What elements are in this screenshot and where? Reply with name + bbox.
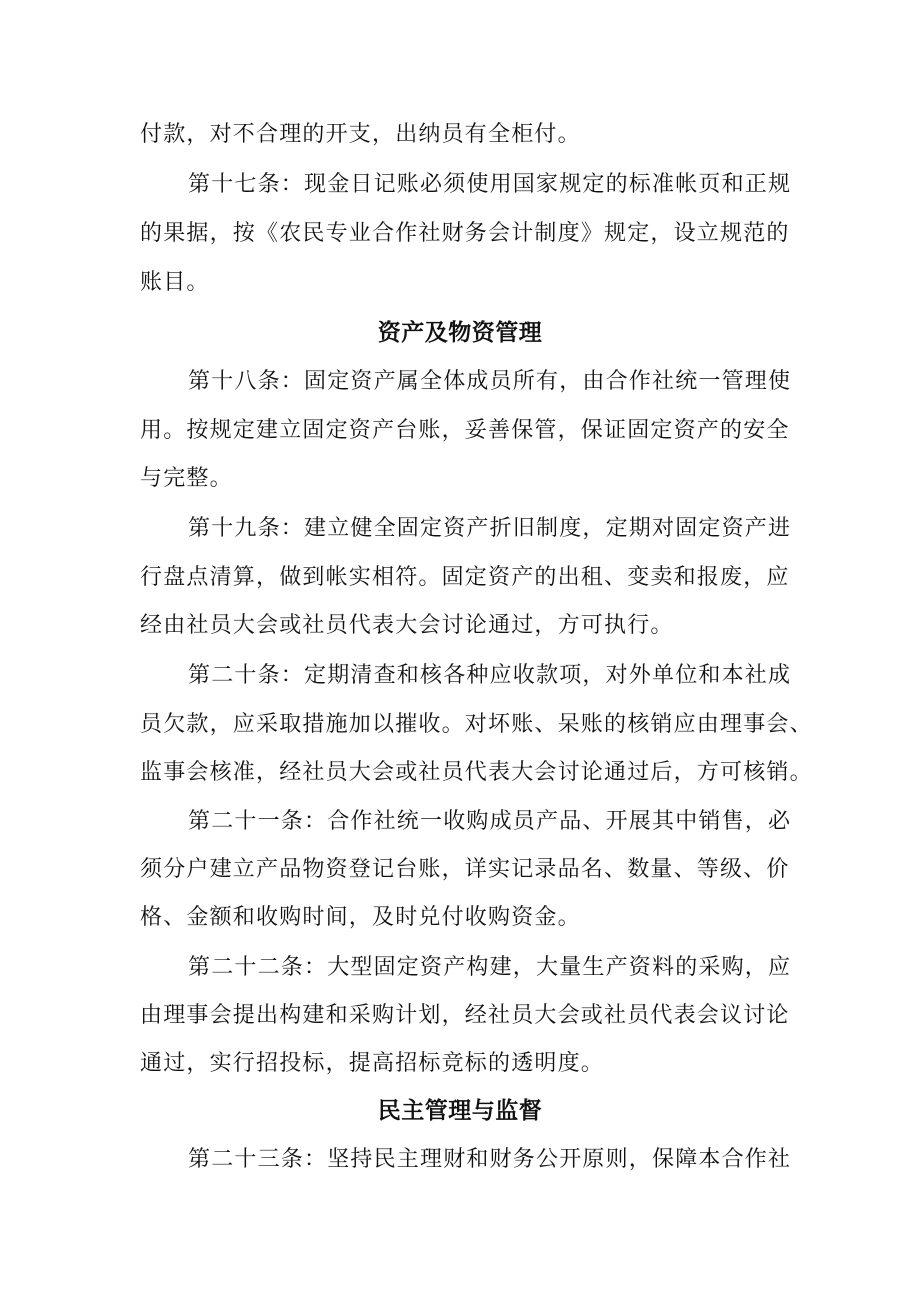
paragraph-line: 由理事会提出构建和采购计划，经社员大会或社员代表会议讨论 xyxy=(140,1003,790,1028)
paragraph-line: 付款，对不合理的开支，出纳员有全柜付。 xyxy=(140,122,581,147)
paragraph-line: 用。按规定建立固定资产台账，妥善保管，保证固定资产的安全 xyxy=(140,418,790,443)
article-21-first-line: 第二十一条：合作社统一收购成员产品、开展其中销售，必 xyxy=(188,809,792,834)
article-22-first-line: 第二十二条：大型固定资产构建，大量生产资料的采购，应 xyxy=(188,955,792,980)
article-18-first-line: 第十八条：固定资产属全体成员所有，由合作社统一管理使 xyxy=(188,369,792,394)
paragraph-line: 与完整。 xyxy=(140,466,233,491)
section-heading-assets: 资产及物资管理 xyxy=(377,320,543,346)
paragraph-line: 经由社员大会或社员代表大会讨论通过，方可执行。 xyxy=(140,613,674,638)
paragraph-line: 账目。 xyxy=(140,270,210,295)
article-23-first-line: 第二十三条：坚持民主理财和财务公开原则，保障本合作社 xyxy=(188,1147,792,1172)
paragraph-line: 格、金额和收购时间，及时兑付收购资金。 xyxy=(140,905,581,930)
paragraph-line: 的果据，按《农民专业合作社财务会计制度》规定，设立规范的 xyxy=(140,221,790,246)
article-17-first-line: 第十七条：现金日记账必须使用国家规定的标准帐页和正规 xyxy=(188,172,792,197)
paragraph-line: 行盘点清算，做到帐实相符。固定资产的出租、变卖和报废，应 xyxy=(140,565,790,590)
section-heading-democratic-management: 民主管理与监督 xyxy=(377,1098,543,1124)
paragraph-line: 员欠款，应采取措施加以摧收。对坏账、呆账的核销应由理事会、 xyxy=(140,712,813,737)
article-20-first-line: 第二十条：定期清查和核各种应收款项，对外单位和本社成 xyxy=(188,663,792,688)
article-19-first-line: 第十九条：建立健全固定资产折旧制度，定期对固定资产进 xyxy=(188,516,792,541)
paragraph-line: 须分户建立产品物资登记台账，详实记录品名、数量、等级、价 xyxy=(140,857,790,882)
paragraph-line: 监事会核准，经社员大会或社员代表大会讨论通过后，方可核销。 xyxy=(140,760,813,785)
paragraph-line: 通过，实行招投标，提高招标竞标的透明度。 xyxy=(140,1051,605,1076)
